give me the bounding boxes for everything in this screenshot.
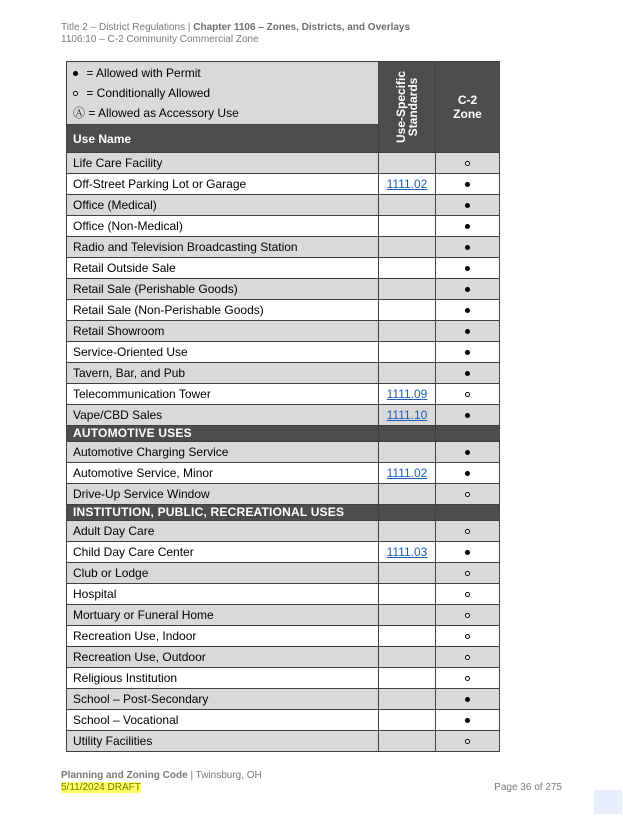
table-row — [67, 710, 500, 731]
allowed-symbol-icon — [465, 371, 470, 376]
use-standards-cell — [379, 321, 436, 342]
use-standards-cell — [379, 463, 436, 484]
table-row — [67, 195, 500, 216]
allowed-symbol-icon — [465, 471, 470, 476]
table-row — [67, 689, 500, 710]
allowed-symbol-icon — [465, 550, 470, 555]
allowed-symbol-icon — [465, 182, 470, 187]
allowed-symbol-icon — [465, 245, 470, 250]
use-standards-cell — [379, 237, 436, 258]
zone-permission-cell — [436, 484, 500, 505]
header-chapter: Chapter 1106 – Zones, Districts, and Overlays — [193, 22, 411, 33]
use-standards-cell — [379, 258, 436, 279]
conditional-symbol-icon — [465, 655, 470, 660]
page-footer — [61, 770, 262, 794]
zone-permission-cell — [436, 605, 500, 626]
standards-link[interactable]: 1111.02 — [386, 466, 428, 480]
standards-column-header — [379, 62, 436, 153]
header-line-1 — [61, 22, 410, 34]
zone-permission-cell — [436, 647, 500, 668]
use-name: Adult Day Care — [67, 521, 379, 542]
use-name: Club or Lodge — [67, 563, 379, 584]
use-name: Radio and Television Broadcasting Station — [67, 237, 379, 258]
use-standards-cell — [379, 300, 436, 321]
use-name: Vape/CBD Sales — [67, 405, 379, 426]
corner-widget[interactable] — [594, 790, 622, 814]
conditional-symbol-icon — [465, 634, 470, 639]
zone-permission-cell — [436, 300, 500, 321]
footer-line-1 — [61, 770, 262, 782]
table-row — [67, 258, 500, 279]
standards-link[interactable]: 1111.02 — [386, 177, 428, 191]
category-zone-cell — [436, 505, 500, 521]
zone-permission-cell — [436, 258, 500, 279]
zone-permission-cell — [436, 342, 500, 363]
table-row — [67, 279, 500, 300]
zone-permission-cell — [436, 668, 500, 689]
legend-accessory: Ⓐ = Allowed as Accessory Use — [73, 106, 239, 120]
table-row — [67, 342, 500, 363]
table-row — [67, 363, 500, 384]
allowed-symbol-icon — [465, 224, 470, 229]
table-row — [67, 405, 500, 426]
header-section: 1106:10 – C-2 Community Commercial Zone — [61, 34, 259, 45]
zone-permission-cell — [436, 363, 500, 384]
table-row — [67, 731, 500, 752]
zone-permission-cell — [436, 195, 500, 216]
zone-permission-cell — [436, 153, 500, 174]
allowed-symbol-icon — [465, 266, 470, 271]
use-name: School – Vocational — [67, 710, 379, 731]
table-row — [67, 605, 500, 626]
use-name: Retail Sale (Non-Perishable Goods) — [67, 300, 379, 321]
zone-permission-cell — [436, 584, 500, 605]
use-name: Recreation Use, Outdoor — [67, 647, 379, 668]
use-name: Tavern, Bar, and Pub — [67, 363, 379, 384]
table-row — [67, 442, 500, 463]
category-row — [67, 426, 500, 442]
standards-link[interactable]: 1111.09 — [386, 387, 428, 401]
use-name: Utility Facilities — [67, 731, 379, 752]
table-row — [67, 384, 500, 405]
zone-column-header: C-2 Zone — [436, 62, 500, 153]
zone-permission-cell — [436, 626, 500, 647]
use-name: Hospital — [67, 584, 379, 605]
use-standards-cell — [379, 384, 436, 405]
table-row — [67, 668, 500, 689]
zone-permission-cell — [436, 563, 500, 584]
standards-link[interactable]: 1111.10 — [386, 408, 428, 422]
conditional-symbol-icon — [465, 392, 470, 397]
use-standards-cell — [379, 216, 436, 237]
allowed-symbol-icon — [465, 413, 470, 418]
allowed-symbol-icon — [465, 350, 470, 355]
use-standards-cell — [379, 342, 436, 363]
footer-code-title: Planning and Zoning Code — [61, 770, 188, 781]
use-standards-cell — [379, 626, 436, 647]
use-standards-cell — [379, 605, 436, 626]
use-name: Drive-Up Service Window — [67, 484, 379, 505]
use-standards-cell — [379, 584, 436, 605]
use-name: Off-Street Parking Lot or Garage — [67, 174, 379, 195]
use-standards-cell — [379, 710, 436, 731]
zone-permission-cell — [436, 542, 500, 563]
use-name: Mortuary or Funeral Home — [67, 605, 379, 626]
page-number: Page 36 of 275 — [494, 782, 562, 793]
table-row — [67, 216, 500, 237]
use-standards-cell — [379, 279, 436, 300]
table-body — [67, 153, 500, 752]
use-standards-cell — [379, 647, 436, 668]
conditional-symbol-icon — [465, 529, 470, 534]
use-name: Child Day Care Center — [67, 542, 379, 563]
use-standards-cell — [379, 521, 436, 542]
zone-permission-cell — [436, 321, 500, 342]
conditional-symbol-icon — [465, 492, 470, 497]
page-header — [61, 22, 410, 46]
use-standards-cell — [379, 195, 436, 216]
zone-permission-cell — [436, 174, 500, 195]
use-standards-cell — [379, 442, 436, 463]
use-name: Life Care Facility — [67, 153, 379, 174]
conditional-symbol-icon — [73, 91, 78, 96]
category-label: INSTITUTION, PUBLIC, RECREATIONAL USES — [67, 505, 379, 521]
table-row — [67, 647, 500, 668]
zone-permission-cell — [436, 384, 500, 405]
use-name: Retail Sale (Perishable Goods) — [67, 279, 379, 300]
category-standards-cell — [379, 505, 436, 521]
use-name: Office (Non-Medical) — [67, 216, 379, 237]
use-standards-cell — [379, 484, 436, 505]
table-row — [67, 626, 500, 647]
category-row — [67, 505, 500, 521]
use-standards-cell — [379, 153, 436, 174]
footer-city: | Twinsburg, OH — [190, 770, 262, 781]
table-row — [67, 521, 500, 542]
use-name: School – Post-Secondary — [67, 689, 379, 710]
allowed-symbol-icon — [465, 308, 470, 313]
standards-link[interactable]: 1111.03 — [386, 545, 428, 559]
conditional-symbol-icon — [465, 739, 470, 744]
zone-permission-cell — [436, 442, 500, 463]
allowed-symbol-icon — [465, 718, 470, 723]
use-name: Retail Showroom — [67, 321, 379, 342]
category-standards-cell — [379, 426, 436, 442]
legend-conditional: = Conditionally Allowed — [73, 83, 372, 103]
table-row — [67, 321, 500, 342]
use-standards-cell — [379, 174, 436, 195]
table-row — [67, 300, 500, 321]
use-standards-cell — [379, 363, 436, 384]
accessory-symbol-icon: Ⓐ — [73, 106, 86, 120]
allowed-symbol-icon — [465, 697, 470, 702]
zone-permission-cell — [436, 689, 500, 710]
use-standards-cell — [379, 542, 436, 563]
use-name: Automotive Charging Service — [67, 442, 379, 463]
table-row — [67, 584, 500, 605]
allowed-symbol-icon — [465, 329, 470, 334]
table-row — [67, 237, 500, 258]
table-row — [67, 463, 500, 484]
use-name: Office (Medical) — [67, 195, 379, 216]
use-table — [66, 61, 500, 752]
zone-permission-cell — [436, 279, 500, 300]
table-row — [67, 484, 500, 505]
conditional-symbol-icon — [465, 571, 470, 576]
use-standards-cell — [379, 689, 436, 710]
conditional-symbol-icon — [465, 592, 470, 597]
legend-allowed: = Allowed with Permit — [73, 63, 372, 83]
table-row — [67, 563, 500, 584]
use-name: Telecommunication Tower — [67, 384, 379, 405]
zone-permission-cell — [436, 463, 500, 484]
standards-column-label: Use-Specific Standards — [394, 70, 420, 144]
header-title: Title 2 – District Regulations | — [61, 22, 191, 33]
legend — [67, 62, 379, 125]
use-name: Retail Outside Sale — [67, 258, 379, 279]
zone-permission-cell — [436, 405, 500, 426]
conditional-symbol-icon — [465, 161, 470, 166]
use-name: Automotive Service, Minor — [67, 463, 379, 484]
table-row — [67, 153, 500, 174]
use-name: Recreation Use, Indoor — [67, 626, 379, 647]
use-standards-cell — [379, 563, 436, 584]
draft-label: 5/11/2024 DRAFT — [61, 782, 141, 793]
use-standards-cell — [379, 668, 436, 689]
zone-permission-cell — [436, 216, 500, 237]
table-row — [67, 174, 500, 195]
use-name: Service-Oriented Use — [67, 342, 379, 363]
use-standards-cell — [379, 731, 436, 752]
allowed-symbol-icon — [73, 71, 78, 76]
category-zone-cell — [436, 426, 500, 442]
use-name: Religious Institution — [67, 668, 379, 689]
conditional-symbol-icon — [465, 676, 470, 681]
category-label: AUTOMOTIVE USES — [67, 426, 379, 442]
use-standards-cell — [379, 405, 436, 426]
zone-permission-cell — [436, 710, 500, 731]
table-row — [67, 542, 500, 563]
use-name-column-header: Use Name — [67, 125, 379, 153]
conditional-symbol-icon — [465, 613, 470, 618]
zone-permission-cell — [436, 237, 500, 258]
zone-permission-cell — [436, 731, 500, 752]
allowed-symbol-icon — [465, 203, 470, 208]
zone-permission-cell — [436, 521, 500, 542]
allowed-symbol-icon — [465, 287, 470, 292]
allowed-symbol-icon — [465, 450, 470, 455]
